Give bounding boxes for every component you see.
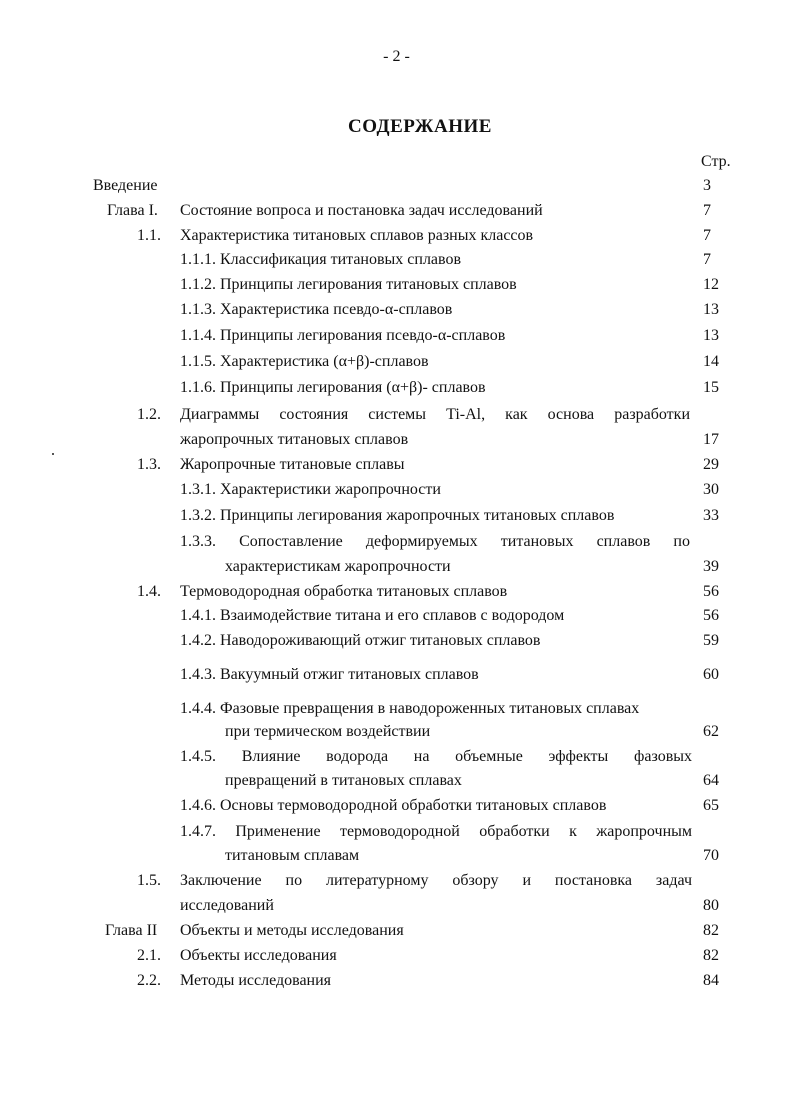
toc-entry-page: 33: [703, 507, 719, 524]
toc-entry-text: Состояние вопроса и постановка задач исследований .....: [180, 200, 688, 222]
toc-entry-text: Объекты исследования .....: [180, 945, 688, 967]
toc-entry-text: 1.4.5. Влияние водорода на объемные эффекты фазовых: [180, 748, 692, 765]
toc-entry-text: 1.1.6. Принципы легирования (α+β)- сплавов .....: [180, 377, 688, 399]
toc-entry-label: 1.3.: [137, 456, 161, 473]
toc-entry-text: Термоводородная обработка титановых сплавов .....: [180, 581, 688, 603]
toc-entry-label: 1.4.: [137, 583, 161, 600]
toc-entry[interactable]: [0, 274, 793, 296]
toc-entry-text: Введение .....: [93, 175, 688, 197]
toc-entry-text: при термическом воздействии .....: [225, 721, 688, 743]
page-title: СОДЕРЖАНИЕ: [348, 116, 492, 137]
toc-entry-page: 12: [703, 276, 719, 293]
toc-entry-page: 14: [703, 353, 719, 370]
toc-entry[interactable]: [0, 225, 793, 247]
toc-entry-page: 29: [703, 456, 719, 473]
toc-entry[interactable]: [0, 351, 793, 373]
toc-entry[interactable]: [0, 664, 793, 686]
toc-entry[interactable]: [0, 581, 793, 603]
toc-entry-page: 70: [703, 847, 719, 864]
page-number: - 2 -: [383, 48, 410, 65]
toc-entry-label: 2.1.: [137, 947, 161, 964]
toc-entry-text: превращений в титановых сплавах .....: [225, 770, 688, 792]
toc-entry-text: титановым сплавам .....: [225, 845, 688, 867]
toc-entry-text: 1.4.7. Применение термоводородной обработки к жаропрочным: [180, 823, 692, 840]
toc-entry[interactable]: [0, 479, 793, 501]
toc-entry[interactable]: [0, 454, 793, 476]
toc-entry[interactable]: [0, 325, 793, 347]
toc-entry-page: 7: [703, 251, 711, 268]
toc-entry-text: характеристикам жаропрочности .....: [225, 556, 685, 578]
toc-entry-continuation[interactable]: [0, 895, 793, 917]
toc-entry-label: 1.1.: [137, 227, 161, 244]
toc-entry-continuation[interactable]: [0, 556, 793, 578]
page-column-label: Стр.: [701, 153, 731, 170]
toc-entry[interactable]: [0, 970, 793, 992]
toc-entry[interactable]: [0, 821, 793, 843]
toc-entry-text: 1.4.6. Основы термоводородной обработки титановых сплавов .....: [180, 795, 688, 817]
toc-entry-page: 56: [703, 583, 719, 600]
toc-entry-text: 1.1.2. Принципы легирования титановых сплавов .....: [180, 274, 688, 296]
toc-entry-text: Методы исследования .....: [180, 970, 688, 992]
toc-entry-page: 13: [703, 327, 719, 344]
toc-entry-page: 82: [703, 922, 719, 939]
toc-entry[interactable]: [0, 200, 793, 222]
toc-entry[interactable]: [0, 698, 793, 720]
toc-entry-page: 3: [703, 177, 711, 194]
toc-entry[interactable]: [0, 531, 793, 553]
toc-entry[interactable]: [0, 630, 793, 652]
toc-entry-page: 56: [703, 607, 719, 624]
toc-entry-page: 7: [703, 202, 711, 219]
toc-entry-text: исследований .....: [180, 895, 688, 917]
toc-entry-page: 80: [703, 897, 719, 914]
toc-entry-text: Диаграммы состояния системы Ti-Al, как основа разработки: [180, 406, 690, 423]
toc-entry-page: 17: [703, 431, 719, 448]
toc-entry-text: 1.4.2. Наводороживающий отжиг титановых сплавов .....: [180, 630, 688, 652]
toc-entry-text: 1.1.5. Характеристика (α+β)-сплавов .....: [180, 351, 688, 373]
toc-entry-text: Характеристика титановых сплавов разных классов .....: [180, 225, 688, 247]
toc-entry-text: 1.1.3. Характеристика псевдо-α-сплавов .....: [180, 299, 688, 321]
toc-entry-text: Объекты и методы исследования .....: [180, 920, 688, 942]
toc-entry-continuation[interactable]: [0, 770, 793, 792]
toc-entry-page: 84: [703, 972, 719, 989]
toc-entry-text: 1.3.1. Характеристики жаропрочности .....: [180, 479, 688, 501]
toc-entry-text: 1.3.3. Сопоставление деформируемых титановых сплавов по: [180, 533, 690, 550]
toc-entry-text: Жаропрочные титановые сплавы .....: [180, 454, 688, 476]
toc-entry[interactable]: [0, 175, 793, 197]
toc-entry[interactable]: [0, 505, 793, 527]
toc-entry-page: 13: [703, 301, 719, 318]
toc-entry-page: 60: [703, 666, 719, 683]
toc-entry[interactable]: [0, 945, 793, 967]
toc-entry[interactable]: [0, 605, 793, 627]
toc-entry-page: 59: [703, 632, 719, 649]
toc-entry-page: 64: [703, 772, 719, 789]
toc-entry[interactable]: [0, 404, 793, 426]
toc-entry-page: 39: [703, 558, 719, 575]
toc-entry-continuation[interactable]: [0, 429, 793, 451]
toc-entry-label: Глава II: [105, 922, 158, 939]
toc-entry-text: 1.3.2. Принципы легирования жаропрочных титановых сплавов .....: [180, 505, 688, 527]
toc-entry-label: 2.2.: [137, 972, 161, 989]
toc-entry-label: 1.2.: [137, 406, 161, 423]
toc-entry[interactable]: [0, 299, 793, 321]
toc-entry[interactable]: [0, 920, 793, 942]
toc-entry-page: 62: [703, 723, 719, 740]
toc-entry[interactable]: [0, 249, 793, 271]
toc-entry[interactable]: [0, 746, 793, 768]
toc-entry-continuation[interactable]: [0, 721, 793, 743]
toc-entry[interactable]: [0, 870, 793, 892]
toc-entry-page: 15: [703, 379, 719, 396]
toc-entry-page: 7: [703, 227, 711, 244]
toc-entry-text: Заключение по литературному обзору и постановка задач: [180, 872, 692, 889]
toc-entry-text: 1.4.4. Фазовые превращения в наводороженных титановых сплавах .....: [180, 698, 692, 720]
toc-entry-text: 1.4.3. Вакуумный отжиг титановых сплавов .....: [180, 664, 688, 686]
toc-entry-text: 1.1.1. Классификация титановых сплавов .....: [180, 249, 688, 271]
toc-entry[interactable]: [0, 795, 793, 817]
toc-entry-label: Глава I.: [107, 202, 158, 219]
toc-entry-text: 1.1.4. Принципы легирования псевдо-α-сплавов .....: [180, 325, 688, 347]
toc-entry-page: 82: [703, 947, 719, 964]
toc-entry-continuation[interactable]: [0, 845, 793, 867]
toc-entry-page: 30: [703, 481, 719, 498]
toc-entry-page: 65: [703, 797, 719, 814]
toc-entry-label: 1.5.: [137, 872, 161, 889]
toc-entry-text: жаропрочных титановых сплавов .....: [180, 429, 688, 451]
toc-entry-text: 1.4.1. Взаимодействие титана и его сплавов с водородом .....: [180, 605, 688, 627]
toc-entry[interactable]: [0, 377, 793, 399]
